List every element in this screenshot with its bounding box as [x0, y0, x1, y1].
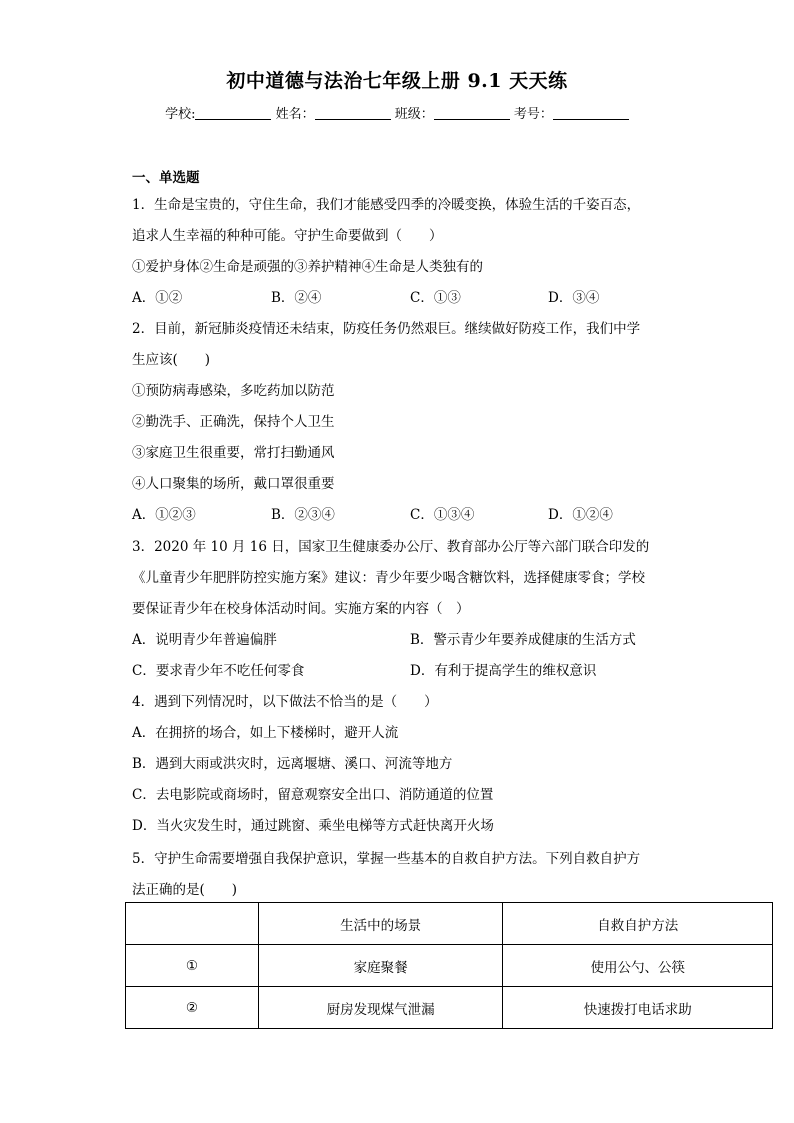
q4-option-b: B．遇到大雨或洪灾时，远离堰塘、溪口、河流等地方	[132, 756, 453, 772]
student-info-row	[0, 103, 794, 122]
q1-option-c: C．①③	[410, 290, 461, 306]
class-label: 班级：	[394, 107, 434, 122]
q2-option-a: A．①②③	[132, 507, 196, 523]
q3-options-row-1	[132, 628, 692, 648]
table-header-method: 自救自护方法	[503, 903, 773, 945]
exam-number-blank	[553, 106, 629, 120]
section-heading: 一、单选题	[132, 170, 200, 186]
table-header-index	[126, 903, 259, 945]
q2-option-b: B．②③④	[271, 507, 335, 523]
school-blank	[195, 106, 271, 120]
q2-options	[132, 503, 692, 523]
q3-option-d: D．有利于提高学生的维权意识	[410, 663, 597, 679]
q3-stem-line-2: 《儿童青少年肥胖防控实施方案》建议：青少年要少喝含糖饮料，选择健康零食；学校	[132, 570, 645, 586]
q5-stem-line-1: 5．守护生命需要增强自我保护意识，掌握一些基本的自救自护方法。下列自救自护方	[132, 851, 641, 867]
table-header-row	[126, 903, 773, 945]
q2-stem-line-2: 生应该( )	[132, 352, 211, 368]
q1-stem-line-2: 追求人生幸福的种种可能。守护生命要做到（ ）	[132, 228, 443, 244]
q3-options-row-2	[132, 659, 692, 679]
q1-statements: ①爱护身体②生命是顽强的③养护精神④生命是人类独有的	[132, 259, 483, 275]
q2-option-d: D．①②④	[548, 507, 613, 523]
table-row	[126, 945, 773, 987]
q4-stem: 4．遇到下列情况时，以下做法不恰当的是（ ）	[132, 694, 438, 710]
q5-stem-line-2: 法正确的是( )	[132, 882, 238, 898]
table-cell-index: ①	[126, 945, 259, 987]
table-cell-method: 快速拨打电话求助	[503, 987, 773, 1029]
q3-stem-line-1: 3．2020 年 10 月 16 日，国家卫生健康委办公厅、教育部办公厅等六部门联合印发的	[132, 539, 650, 555]
q5-scenario-table	[125, 902, 773, 1029]
table-cell-method: 使用公勺、公筷	[503, 945, 773, 987]
name-label: 姓名：	[275, 107, 315, 122]
class-blank	[434, 106, 510, 120]
q3-option-b: B．警示青少年要养成健康的生活方式	[410, 632, 636, 648]
q1-stem-line-1: 1．生命是宝贵的，守住生命，我们才能感受四季的冷暖变换，体验生活的千姿百态，	[132, 197, 641, 213]
q2-statement-1: ①预防病毒感染，多吃药加以防范	[132, 383, 335, 399]
table-row	[126, 987, 773, 1029]
name-blank	[315, 106, 391, 120]
q2-statement-3: ③家庭卫生很重要，常打扫勤通风	[132, 445, 335, 461]
q4-option-a: A．在拥挤的场合，如上下楼梯时，避开人流	[132, 725, 399, 741]
q4-option-d: D．当火灾发生时，通过跳窗、乘坐电梯等方式赶快离开火场	[132, 818, 494, 834]
table-cell-scene: 家庭聚餐	[258, 945, 503, 987]
q1-option-d: D．③④	[548, 290, 600, 306]
q3-option-c: C．要求青少年不吃任何零食	[132, 663, 305, 679]
q3-stem-line-3: 要保证青少年在校身体活动时间。实施方案的内容（ ）	[132, 601, 470, 617]
exam-number-label: 考号：	[513, 107, 553, 122]
q2-statement-2: ②勤洗手、正确洗，保持个人卫生	[132, 414, 335, 430]
table-cell-index: ②	[126, 987, 259, 1029]
q4-option-c: C．去电影院或商场时，留意观察安全出口、消防通道的位置	[132, 787, 494, 803]
q2-statement-4: ④人口聚集的场所，戴口罩很重要	[132, 476, 335, 492]
q1-option-b: B．②④	[271, 290, 322, 306]
q2-option-c: C．①③④	[410, 507, 475, 523]
school-label: 学校:	[165, 107, 196, 122]
page-title: 初中道德与法治七年级上册 9.1 天天练	[226, 70, 568, 92]
q1-option-a: A．①②	[132, 290, 183, 306]
q1-options	[132, 286, 692, 306]
q3-option-a: A．说明青少年普遍偏胖	[132, 632, 277, 648]
q2-stem-line-1: 2．目前，新冠肺炎疫情还未结束，防疫任务仍然艰巨。继续做好防疫工作，我们中学	[132, 321, 641, 337]
table-header-scene: 生活中的场景	[258, 903, 503, 945]
table-cell-scene: 厨房发现煤气泄漏	[258, 987, 503, 1029]
